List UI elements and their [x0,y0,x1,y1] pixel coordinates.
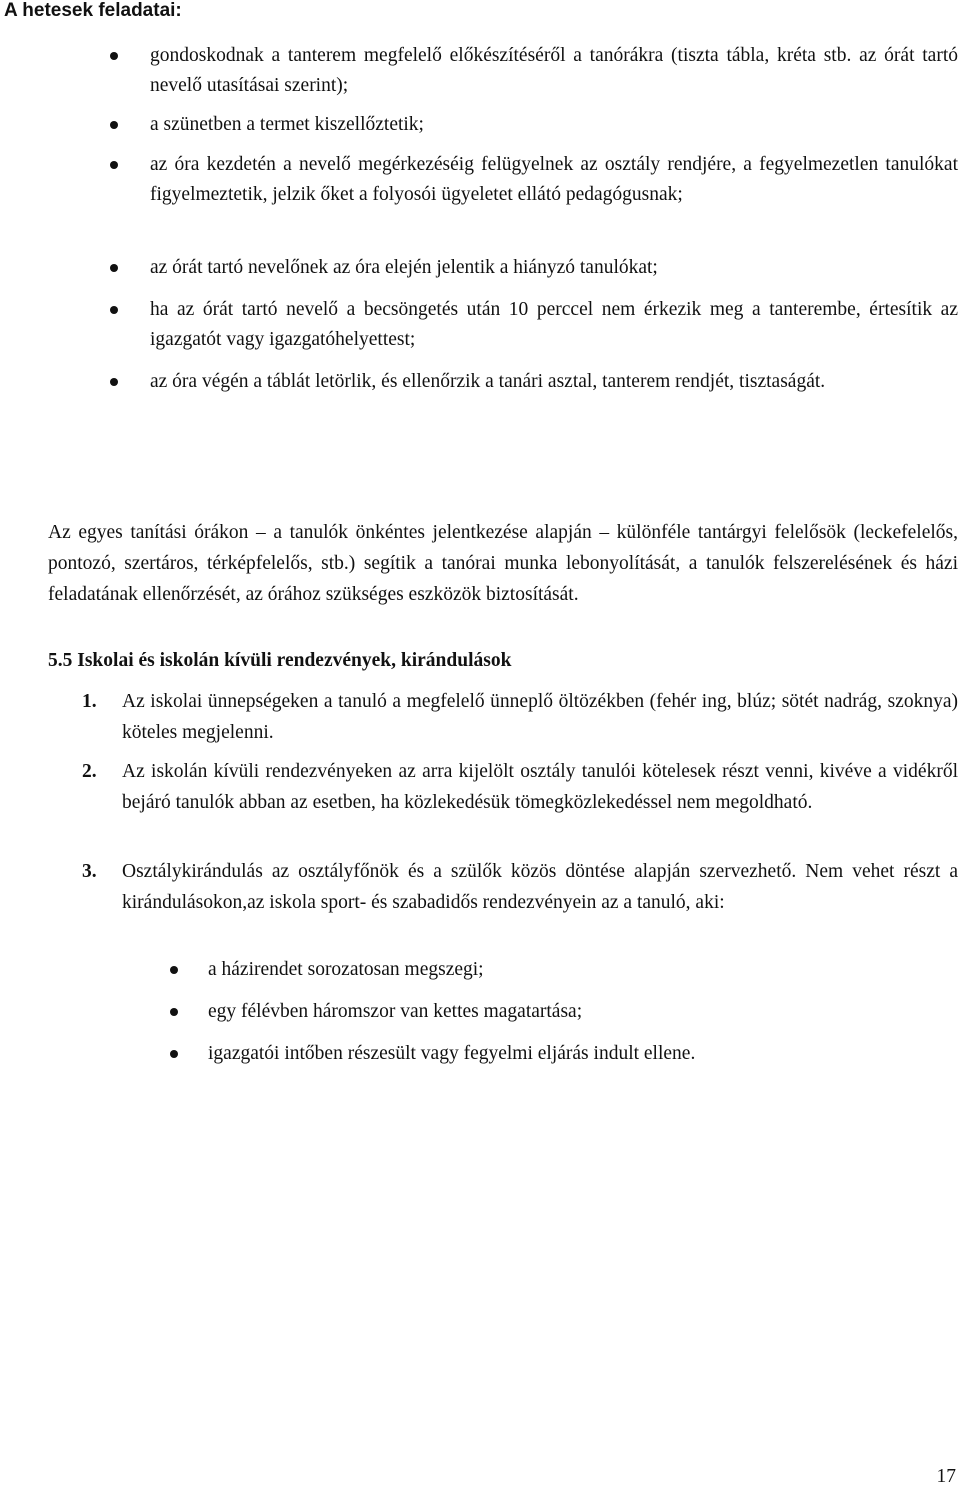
bullet-icon [170,1008,178,1016]
bullet-icon [170,1050,178,1058]
bullet-icon [110,264,118,272]
bullet-icon [110,121,118,129]
numbered-item [48,856,958,949]
duty-text: a szünetben a termet kiszellőztetik; [150,114,424,135]
item-number: 3. [82,861,97,882]
section-title: 5.5 Iskolai és iskolán kívüli rendezvények, kirándulások [48,650,512,671]
list-item [170,997,958,1027]
item-number: 2. [82,761,97,782]
exclusion-text: a házirendet sorozatosan megszegi; [208,959,484,980]
list-item [110,367,958,397]
exclusion-text: egy félévben háromszor van kettes magatartása; [208,1001,583,1022]
list-item [110,110,958,140]
list-item [170,955,958,985]
list-item [110,295,958,355]
bullet-icon [110,161,118,169]
item-text: Az iskolán kívüli rendezvényeken az arra kijelölt osztály tanulói kötelesek részt venni, kivéve a vidékről bejáró tanulók abban az esetben, ha közlekedésük tömegközlekedéssel nem megoldható. [122,761,958,813]
list-item [110,150,958,210]
bullet-icon [110,378,118,386]
item-text: Az iskolai ünnepségeken a tanuló a megfelelő ünneplő öltözékben (fehér ing, blúz; sötét nadrág, szoknya) köteles megjelenni. [122,691,958,743]
body-paragraph: Az egyes tanítási órákon – a tanulók önkéntes jelentkezése alapján – különféle tantárgyi felelősök (leckefelelős, pontozó, szertáros, térképfelelős, stb.) segítik a tanórai munka lebonyolítását, a tanulók felszerelésének és házi feladatának ellenőrzését, az órához szükséges eszközök biztosítását. [48,522,958,605]
bullet-icon [110,306,118,314]
item-number: 1. [82,691,97,712]
page-heading: A hetesek feladatai: [4,0,182,21]
list-item [110,41,958,101]
page-number: 17 [936,1466,956,1487]
bullet-icon [110,52,118,60]
exclusion-text: igazgatói intőben részesült vagy fegyelmi eljárás indult ellene. [208,1043,696,1064]
duty-text: ha az órát tartó nevelő a becsöngetés után 10 perccel nem érkezik meg a tanterembe, értesítik az igazgatót vagy igazgatóhelyettest; [150,299,958,350]
list-item [170,1039,958,1069]
item-text: Osztálykirándulás az osztályfőnök és a szülők közös döntése alapján szervezhető. Nem vehet részt a kirándulásokon,az iskola sport- és szabadidős rendezvényein az a tanuló, aki: [122,861,958,913]
list-item [110,253,958,283]
numbered-item [48,686,958,748]
duty-text: az óra kezdetén a nevelő megérkezéséig felügyelnek az osztály rendjére, a fegyelmezetlen tanulókat figyelmeztetik, jelzik őket a folyosói ügyeletet ellátó pedagógusnak; [150,154,958,205]
duty-text: gondoskodnak a tanterem megfelelő előkészítéséről a tanórákra (tiszta tábla, kréta stb. az órát tartó nevelő utasításai szerint); [150,45,958,96]
numbered-item [48,756,958,849]
duty-text: az óra végén a táblát letörlik, és ellenőrzik a tanári asztal, tanterem rendjét, tisztaságát. [150,371,826,392]
duty-text: az órát tartó nevelőnek az óra elején jelentik a hiányzó tanulókat; [150,257,658,278]
bullet-icon [170,966,178,974]
